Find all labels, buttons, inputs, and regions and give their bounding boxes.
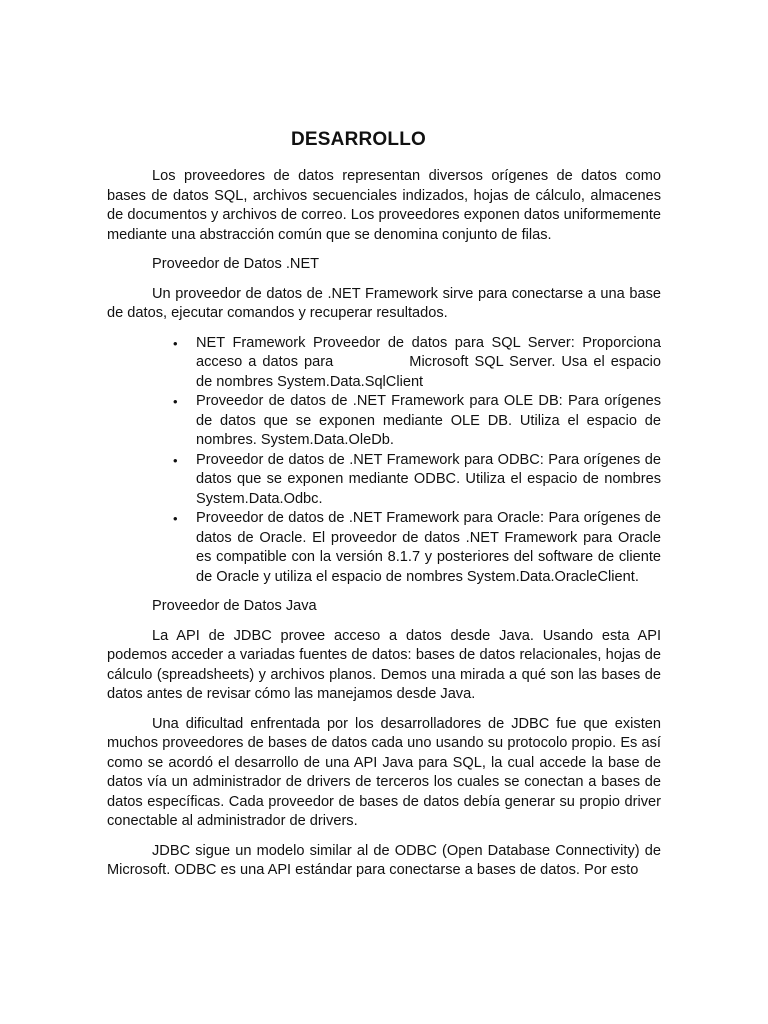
- bullet-icon: •: [173, 394, 178, 409]
- bullet-icon: •: [173, 335, 178, 351]
- paragraph-net-description: Un proveedor de datos de .NET Framework sirve para conectarse a una base de datos, ejecutar comandos y recuperar resultados.: [107, 285, 661, 321]
- page-title: DESARROLLO: [291, 129, 426, 150]
- paragraph-jdbc-api: La API de JDBC provee acceso a datos desde Java. Usando esta API podemos acceder a variadas fuentes de datos: bases de datos relacionales, hojas de cálculo (spreadsheets) y archivos planos. Demos una mirada a qué son las bases de datos antes de revisar cómo las manejamos desde Java.: [107, 627, 661, 702]
- list-item-ole-db: [107, 392, 661, 451]
- list-item-text: Proveedor de datos de .NET Framework para Oracle: Para orígenes de datos de Oracle. El proveedor de datos .NET Framework para Oracle es compatible con la versión 8.1.7 y posteriores del software de cliente de Oracle y utiliza el espacio de nombres System.Data.OracleClient.: [196, 510, 661, 585]
- heading-net-provider: Proveedor de Datos .NET: [152, 256, 320, 272]
- list-item-text: Proveedor de datos de .NET Framework para ODBC: Para orígenes de datos que se exponen mediante ODBC. Utiliza el espacio de nombres System.Data.Odbc.: [196, 451, 661, 507]
- list-item-text: Proveedor de datos de .NET Framework para OLE DB: Para orígenes de datos que se exponen mediante OLE DB. Utiliza el espacio de nombres. System.Data.OleDb.: [196, 393, 661, 448]
- paragraph-jdbc-difficulty: Una dificultad enfrentada por los desarrolladores de JDBC fue que existen muchos proveedores de bases de datos cada uno usando su protocolo propio. Es así como se acordó el desarrollo de una API Java para SQL, la cual accede la base de datos vía un administrador de drivers de terceros los cuales se conectan a bases de datos específicas. Cada proveedor de bases de datos debía generar su propio driver conectable al administrador de drivers.: [107, 715, 661, 829]
- list-item-text-part2: Microsoft SQL Server. Usa el espacio de nombres System.Data.SqlClient: [196, 354, 661, 390]
- paragraph-intro: Los proveedores de datos representan diversos orígenes de datos como bases de datos SQL, archivos secuenciales indizados, hojas de cálculo, almacenes de documentos y archivos de correo. Los proveedores exponen datos uniformemente mediante una abstracción común que se denomina conjunto de filas.: [107, 168, 661, 243]
- list-item-odbc: [107, 451, 661, 510]
- net-provider-list: [107, 334, 661, 588]
- bullet-icon: •: [173, 452, 178, 468]
- bullet-icon: •: [173, 511, 178, 526]
- list-item-sql-server: [107, 334, 661, 393]
- list-item-text-part1: NET Framework Proveedor de datos para SQL Server: Proporciona acceso a datos para: [196, 334, 661, 370]
- list-item-oracle: [107, 509, 661, 587]
- document-body: [107, 128, 661, 891]
- heading-java-provider: Proveedor de Datos Java: [152, 598, 317, 614]
- paragraph-jdbc-odbc: JDBC sigue un modelo similar al de ODBC (Open Database Connectivity) de Microsoft. ODBC es una API estándar para conectarse a bases de datos. Por esto: [107, 842, 661, 878]
